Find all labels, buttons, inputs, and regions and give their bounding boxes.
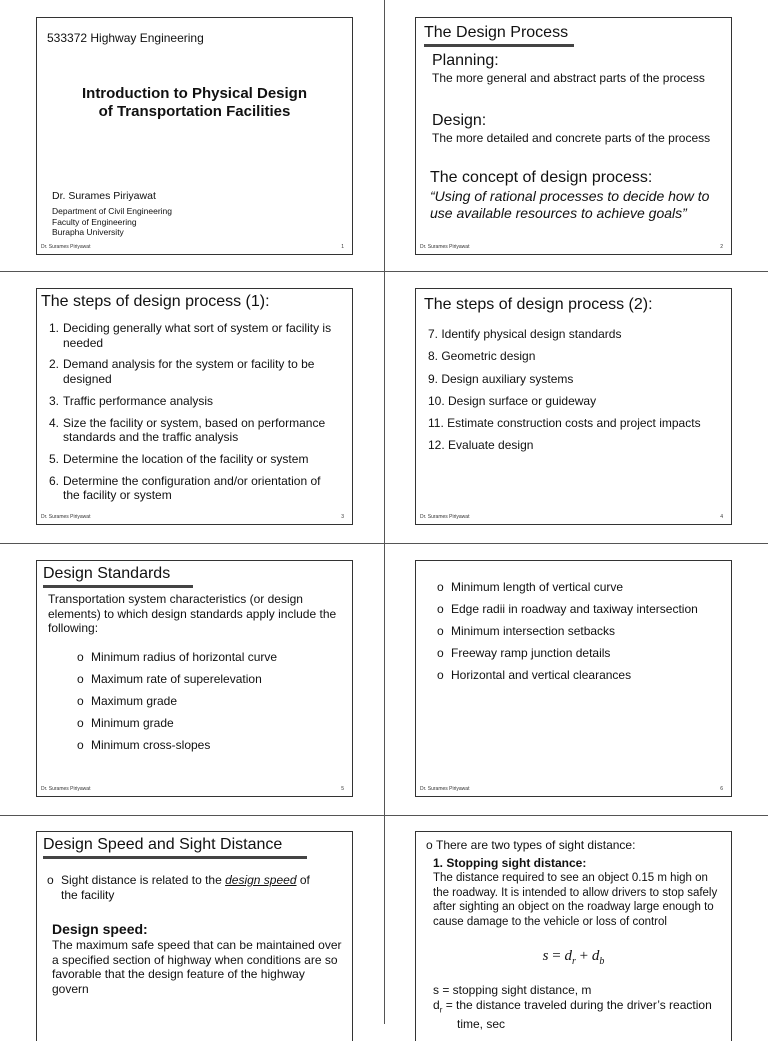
step-text: Determine the location of the facility or system: [63, 452, 309, 467]
bullet-marker: o: [47, 873, 54, 887]
footer-author: Dr. Surames Piriyawat: [420, 244, 470, 250]
eq-sub-r: r: [571, 956, 576, 967]
step-item: [49, 357, 339, 386]
list-item: [77, 694, 337, 709]
step-item: 11. Estimate construction costs and project impacts: [428, 416, 701, 431]
column-divider: [384, 0, 385, 1024]
concept-heading: The concept of design process:: [430, 169, 653, 186]
ssd-equation: [416, 948, 731, 967]
steps-list: [428, 327, 723, 461]
def-s: s = stopping sight distance, m: [433, 983, 592, 997]
def-dr-sub: r: [439, 1004, 443, 1014]
planning-heading: Planning:: [432, 52, 499, 69]
eq-d: d: [564, 948, 572, 964]
variable-definitions: [433, 983, 728, 1032]
list-item: [77, 738, 337, 753]
row-divider: [0, 271, 768, 272]
slide-footer: [420, 244, 723, 250]
list-item: [437, 602, 727, 617]
page-number: 6: [720, 786, 723, 792]
slide-footer: [41, 244, 344, 250]
item-text: Maximum rate of superelevation: [91, 672, 262, 687]
slide-title: [43, 565, 193, 588]
step-text: Deciding generally what sort of system or facility is needed: [63, 321, 332, 350]
title-text: The Design Process: [424, 24, 569, 41]
department: Department of Civil Engineering: [52, 206, 173, 216]
bullet-marker: o: [77, 694, 84, 709]
bullet-marker: o: [77, 738, 84, 753]
page-number: 5: [341, 786, 344, 792]
list-item: [77, 672, 337, 687]
step-text: Demand analysis for the system or facility to be designed: [63, 357, 315, 386]
university: Burapha University: [52, 227, 124, 237]
page-number: 2: [720, 244, 723, 250]
item-text: Minimum grade: [91, 716, 174, 731]
design-speed-term: design speed: [225, 873, 297, 887]
design-speed-heading: Design speed:: [52, 921, 148, 937]
title-text: Design Standards: [43, 565, 171, 582]
slide-2: [415, 17, 732, 255]
slide-4: [415, 288, 732, 525]
slide-5: [36, 560, 353, 797]
ssd-text: The distance required to see an object 0.15 m high on the roadway. It is intended to allow drivers to stop safely after sighting an object on the roadway large enough to cause damage to the vehicle or loss of control: [433, 872, 718, 928]
slide-footer: [41, 514, 344, 520]
step-text: Traffic performance analysis: [63, 393, 214, 408]
footer-author: Dr. Surames Piriyawat: [41, 514, 91, 520]
standards-list: [437, 580, 727, 690]
design-heading: Design:: [432, 112, 487, 129]
sight-distance-bullet: [47, 873, 347, 902]
bullet-marker: o: [426, 838, 433, 852]
planning-text: The more general and abstract parts of the process: [432, 71, 705, 85]
bullet-marker: o: [77, 650, 84, 664]
step-number: 3.: [49, 393, 60, 408]
title-underline: [43, 856, 307, 859]
title-underline: [43, 585, 193, 588]
slide-title: [37, 85, 352, 121]
intro-text: Transportation system characteristics (or design elements) to which design standards apply include the following:: [48, 592, 337, 635]
row-divider: [0, 543, 768, 544]
bullet-marker: o: [437, 668, 444, 683]
step-number: 5.: [49, 452, 60, 467]
sight-text: Sight distance is related to the: [61, 873, 226, 887]
intro-text: There are two types of sight distance:: [436, 838, 636, 852]
bullet-marker: o: [77, 716, 84, 731]
step-number: 2.: [49, 357, 60, 372]
list-item: [437, 580, 727, 595]
author-name: Dr. Surames Piriyawat: [52, 190, 156, 202]
standards-list: [77, 650, 337, 760]
concept-quote: “Using of rational processes to decide how to use available resources to achieve goals”: [430, 188, 710, 221]
def-dr-text-2: time, sec: [457, 1017, 506, 1032]
slide-footer: [420, 786, 723, 792]
step-item: 8. Geometric design: [428, 349, 536, 364]
slide-1: [36, 17, 353, 255]
course-code: 533372 Highway Engineering: [47, 31, 204, 45]
list-item: [437, 646, 727, 661]
bullet-marker: o: [437, 580, 444, 594]
faculty: Faculty of Engineering: [52, 216, 137, 227]
page-number: 4: [720, 514, 723, 520]
slide-title: The steps of design process (2):: [424, 296, 653, 313]
steps-list: [49, 321, 339, 510]
def-dr-symbol: d: [433, 997, 440, 1012]
list-item: [77, 650, 337, 665]
item-text: Minimum length of vertical curve: [451, 580, 624, 594]
eq-d: d: [591, 948, 600, 964]
list-item: [77, 716, 337, 731]
page-number: 1: [341, 244, 344, 250]
footer-author: Dr. Surames Piriyawat: [41, 786, 91, 792]
footer-author: Dr. Surames Piriyawat: [420, 514, 470, 520]
eq-s: s: [542, 948, 549, 964]
eq-plus: +: [575, 948, 592, 964]
list-item: [437, 668, 727, 683]
step-item: [49, 452, 339, 467]
eq-sub-b: b: [599, 956, 605, 967]
step-number: 6.: [49, 473, 60, 488]
title-text: Design Speed and Sight Distance: [43, 836, 283, 853]
bullet-marker: o: [77, 672, 84, 687]
sight-text-end: of: [296, 873, 310, 887]
item-text: Maximum grade: [91, 694, 178, 709]
slide-title: The steps of design process (1):: [41, 293, 270, 310]
page-number: 3: [341, 514, 344, 520]
def-dr-text: = the distance traveled during the driver’s reaction: [442, 997, 712, 1012]
slide-footer: [420, 514, 723, 520]
affiliation: [52, 206, 172, 238]
step-item: 10. Design surface or guideway: [428, 393, 597, 408]
item-text: Minimum cross-slopes: [91, 738, 211, 753]
slide-6: [415, 560, 732, 797]
step-item: 12. Evaluate design: [428, 438, 534, 453]
eq-equals: =: [548, 948, 565, 964]
bullet-marker: o: [437, 602, 444, 617]
step-number: 1.: [49, 321, 60, 335]
step-item: [49, 321, 339, 350]
step-item: [49, 394, 339, 409]
footer-author: Dr. Surames Piriyawat: [41, 244, 91, 250]
slide-title: [424, 24, 574, 47]
title-underline: [424, 44, 574, 47]
sight-types-bullet: [426, 838, 635, 853]
ssd-heading: 1. Stopping sight distance:: [433, 856, 587, 870]
step-item: 7. Identify physical design standards: [428, 327, 622, 341]
step-text: Size the facility or system, based on performance standards and the traffic analysis: [63, 415, 326, 445]
design-text: The more detailed and concrete parts of the process: [432, 131, 711, 145]
item-text: Freeway ramp junction details: [451, 646, 611, 661]
step-item: 9. Design auxiliary systems: [428, 371, 574, 386]
title-line-1: Introduction to Physical Design: [81, 85, 308, 102]
footer-author: Dr. Surames Piriyawat: [420, 786, 470, 792]
slide-title: [43, 836, 307, 859]
step-item: [49, 416, 339, 445]
design-speed-text: The maximum safe speed that can be maintained over a specified section of highway when conditions are so favorable that the design feature of the highway govern: [52, 938, 342, 996]
sight-text-line2: the facility: [61, 887, 115, 902]
bullet-marker: o: [437, 646, 444, 661]
item-text: Minimum radius of horizontal curve: [91, 650, 278, 664]
slide-7: [36, 831, 353, 1041]
step-text: Determine the configuration and/or orientation of the facility or system: [63, 473, 321, 503]
step-item: [49, 474, 339, 503]
slide-footer: [41, 786, 344, 792]
item-text: Minimum intersection setbacks: [451, 624, 616, 639]
slide-3: [36, 288, 353, 525]
item-text: Horizontal and vertical clearances: [451, 668, 632, 683]
title-line-2: of Transportation Facilities: [98, 103, 291, 120]
item-text: Edge radii in roadway and taxiway intersection: [451, 602, 698, 617]
row-divider: [0, 815, 768, 816]
list-item: [437, 624, 727, 639]
slide-8: [415, 831, 732, 1041]
step-number: 4.: [49, 415, 60, 430]
bullet-marker: o: [437, 624, 444, 639]
